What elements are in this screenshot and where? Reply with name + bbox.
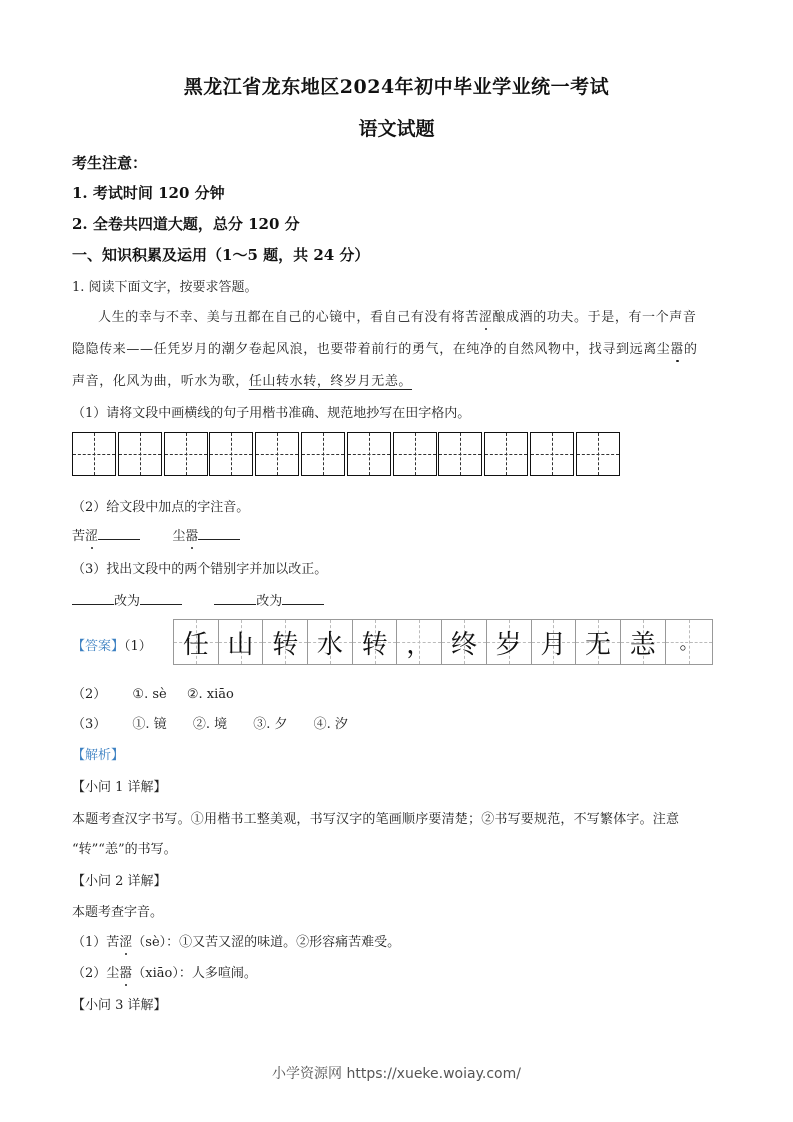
exam-title: 黑龙江省龙东地区2024年初中毕业学业统一考试 xyxy=(183,76,610,98)
dotted-char: 涩 xyxy=(119,931,132,950)
answer-item: ②. xiāo xyxy=(186,687,234,702)
grid-cell[interactable] xyxy=(530,432,574,476)
pinyin-blanks xyxy=(72,525,240,544)
answer-part-2 xyxy=(72,683,234,702)
analysis-label: 【解析】 xyxy=(72,748,125,763)
answer-blank[interactable] xyxy=(198,526,240,540)
passage-line-2 xyxy=(72,338,698,357)
answer-grid-cell: 无 xyxy=(576,620,621,664)
answer-item: ③. 夕 xyxy=(253,717,288,732)
passage-text: 的 xyxy=(684,342,698,357)
answer-item: ②. 境 xyxy=(192,717,228,732)
answer-blank[interactable] xyxy=(214,591,256,605)
grid-cell[interactable] xyxy=(118,432,162,476)
change-to-label: 改为 xyxy=(114,594,141,609)
answer-part-2-label: （2） xyxy=(72,687,107,702)
answer-part-1-label: （1） xyxy=(124,639,152,654)
grid-cell[interactable] xyxy=(72,432,116,476)
passage-line-1 xyxy=(98,306,696,325)
grid-cell[interactable] xyxy=(576,432,620,476)
section-heading: 一、知识积累及运用（1～5 题，共 24 分） xyxy=(72,246,370,264)
sub-question-3: （3）找出文段中的两个错别字并加以改正。 xyxy=(72,562,328,577)
passage-text: 声音，化风为曲，听水为歌， xyxy=(72,374,249,389)
answer-label-row xyxy=(72,635,152,654)
sub-question-1: （1）请将文段中画横线的句子用楷书准确、规范地抄写在田字格内。 xyxy=(72,406,471,421)
answer-blank[interactable] xyxy=(72,591,114,605)
analysis-sub2-item-2: （2）尘嚣（xiāo）：人多喧闹。 xyxy=(72,962,257,981)
word-char: 苦 xyxy=(72,529,86,544)
notice-item-1: 1. 考试时间 120 分钟 xyxy=(72,184,225,202)
answer-grid-cell: 转 xyxy=(353,620,398,664)
grid-cell[interactable] xyxy=(301,432,345,476)
answer-blank[interactable] xyxy=(98,526,140,540)
answer-blank[interactable] xyxy=(140,591,182,605)
grid-cell[interactable] xyxy=(209,432,253,476)
grid-cell[interactable] xyxy=(164,432,208,476)
tianzige-grid xyxy=(72,432,620,476)
answer-item: ①. sè xyxy=(132,687,167,702)
grid-cell[interactable] xyxy=(347,432,391,476)
dotted-char: 嚣 xyxy=(185,525,198,544)
grid-cell[interactable] xyxy=(255,432,299,476)
analysis-sub2-text: 本题考查字音。 xyxy=(72,905,164,920)
passage-line-3 xyxy=(72,370,412,389)
dotted-char: 嚣 xyxy=(119,962,132,981)
grid-cell[interactable] xyxy=(484,432,528,476)
correction-blanks xyxy=(72,590,324,609)
answer-grid-cell: 水 xyxy=(308,620,353,664)
notice-item-2: 2. 全卷共四道大题，总分 120 分 xyxy=(72,215,300,233)
passage-text: 隐隐传来——任凭岁月的潮夕卷起风浪，也要带着前行的勇气，在纯净的自然风物中，找寻到远离尘 xyxy=(72,342,671,357)
answer-blank[interactable] xyxy=(282,591,324,605)
notice-heading: 考生注意： xyxy=(72,154,148,172)
exam-subtitle: 语文试题 xyxy=(358,118,435,140)
footer-watermark: 小学资源网 https://xueke.woiay.com/ xyxy=(272,1066,521,1082)
answer-grid-cell: ， xyxy=(397,620,442,664)
analysis-sub1-heading: 【小问 1 详解】 xyxy=(72,780,167,795)
answer-grid-cell: 转 xyxy=(263,620,308,664)
analysis-sub1-text-2: “转”“恙”的书写。 xyxy=(72,842,177,857)
answer-grid-cell: 任 xyxy=(174,620,219,664)
dotted-char: 嚣 xyxy=(670,338,684,357)
answer-grid-cell: 岁 xyxy=(487,620,532,664)
answer-grid-cell: 。 xyxy=(666,620,712,664)
word-char: 尘 xyxy=(172,529,186,544)
underlined-sentence: 任山转水转，终岁月无恙。 xyxy=(248,374,413,389)
passage-text: 人生的幸与不幸、美与丑都在自己的心镜中，看自己有没有将苦 xyxy=(98,310,479,325)
answer-item: ④. 汐 xyxy=(313,717,348,732)
answer-grid-cell: 恙 xyxy=(621,620,666,664)
answer-item: ①. 镜 xyxy=(132,717,167,732)
question-1-prompt: 1. 阅读下面文字，按要求答题。 xyxy=(72,280,258,295)
analysis-sub3-heading: 【小问 3 详解】 xyxy=(72,998,167,1013)
analysis-sub2-heading: 【小问 2 详解】 xyxy=(72,874,167,889)
answer-grid-cell: 月 xyxy=(532,620,577,664)
answer-calligraphy-grid xyxy=(173,619,713,665)
answer-part-3-label: （3） xyxy=(72,717,107,732)
answer-grid-cell: 终 xyxy=(442,620,487,664)
change-to-label: 改为 xyxy=(256,594,283,609)
analysis-sub1-text-1: 本题考查汉字书写。①用楷书工整美观，书写汉字的笔画顺序要清楚；②书写要规范，不写繁体字。注意 xyxy=(72,812,680,827)
answer-part-3 xyxy=(72,713,348,732)
sub-question-2: （2）给文段中加点的字注音。 xyxy=(72,500,250,515)
grid-cell[interactable] xyxy=(438,432,482,476)
answer-label: 【答案】 xyxy=(72,639,125,654)
dotted-char: 涩 xyxy=(85,525,98,544)
grid-cell[interactable] xyxy=(393,432,437,476)
dotted-char: 涩 xyxy=(479,306,493,325)
passage-text: 酿成酒的功夫。于是，有一个声音 xyxy=(492,310,697,325)
analysis-sub2-item-1: （1）苦涩（sè）：①又苦又涩的味道。②形容痛苦难受。 xyxy=(72,931,400,950)
answer-grid-cell: 山 xyxy=(219,620,264,664)
